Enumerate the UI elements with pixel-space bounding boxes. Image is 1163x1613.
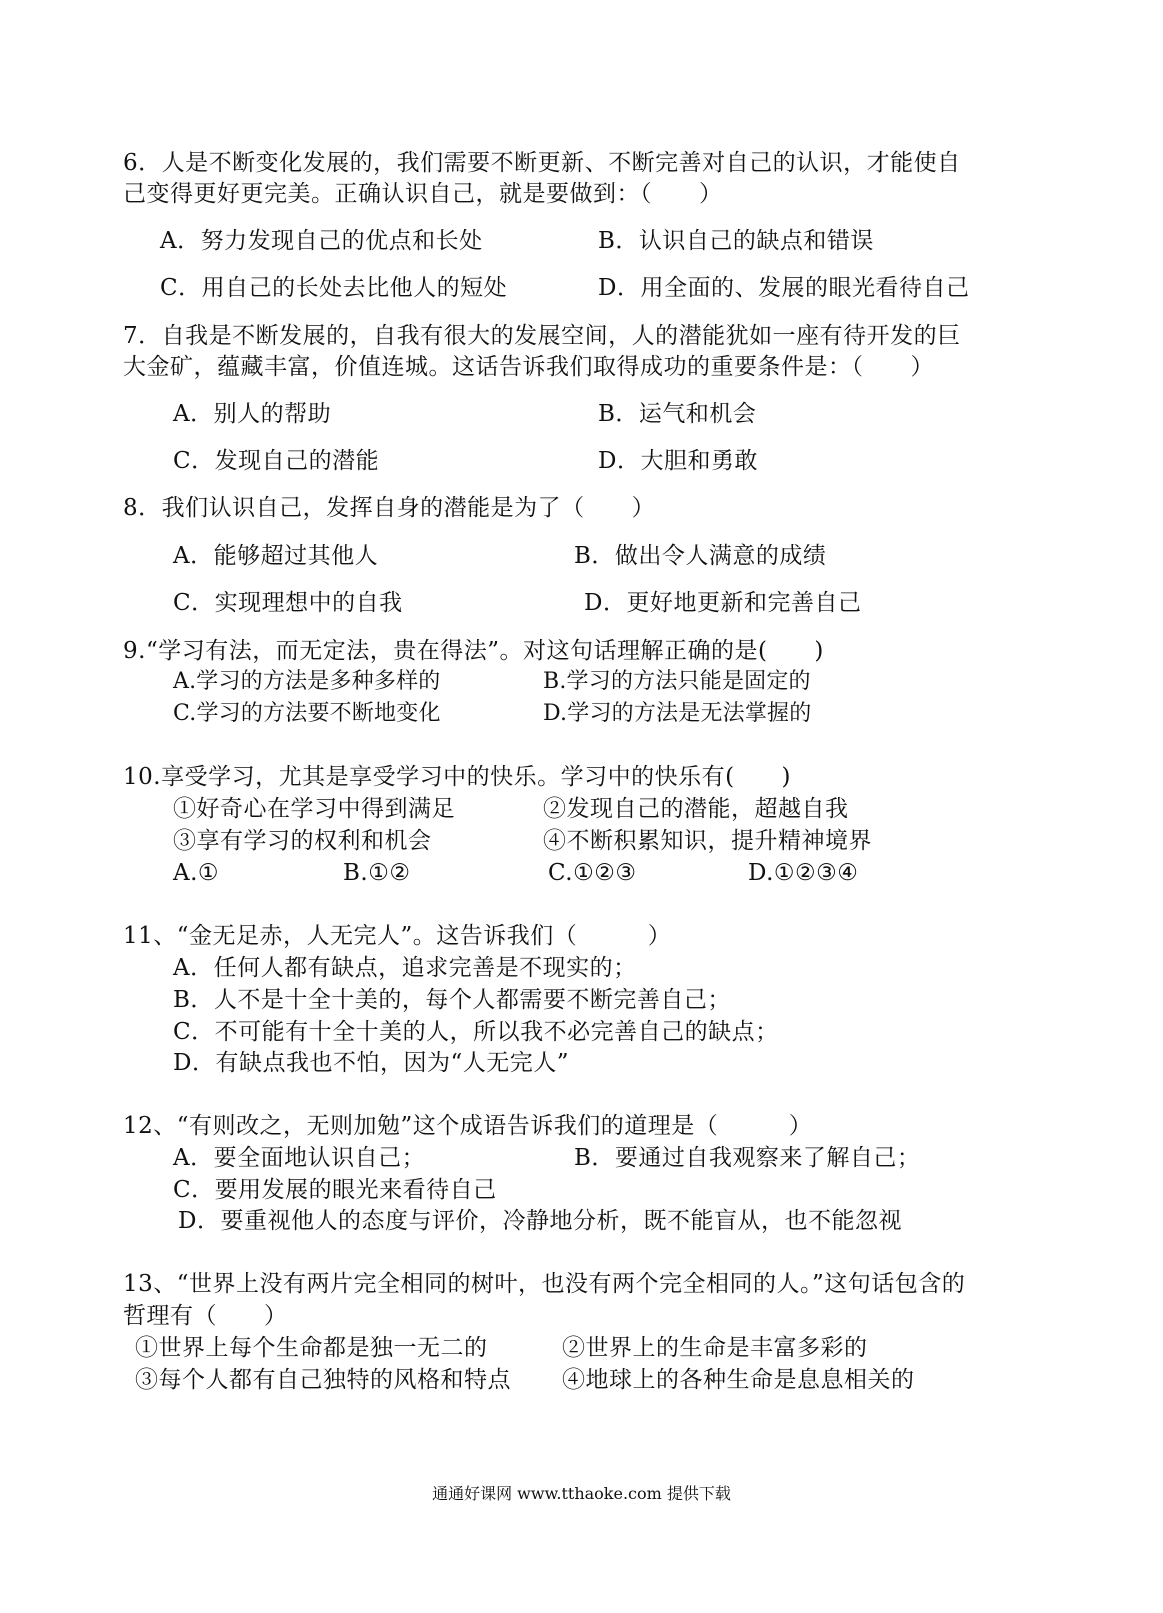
q7-stem-line-1: 7．自我是不断发展的，自我有很大的发展空间，人的潜能犹如一座有待开发的巨: [123, 323, 961, 349]
q8-stem: 8．我们认识自己，发挥自身的潜能是为了（ ）: [123, 495, 656, 521]
q7-option-c: C．发现自己的潜能: [173, 448, 380, 474]
q8-option-b: B．做出令人满意的成绩: [574, 543, 827, 569]
q10-item-1: ①好奇心在学习中得到满足: [173, 796, 455, 822]
q7-stem-line-2: 大金矿，蕴藏丰富，价值连城。这话告诉我们取得成功的重要条件是：（ ）: [123, 354, 934, 380]
q10-option-c: C.①②③: [548, 860, 637, 886]
q6-option-d: D．用全面的、发展的眼光看待自己: [598, 275, 970, 301]
q8-option-a: A．能够超过其他人: [173, 543, 379, 569]
q7-option-b: B．运气和机会: [598, 401, 757, 427]
q7-option-a: A．别人的帮助: [173, 401, 332, 427]
q11-option-c: C．不可能有十全十美的人，所以我不必完善自己的缺点；: [173, 1019, 779, 1045]
q6-option-c: C．用自己的长处去比他人的短处: [160, 275, 508, 301]
q7-option-d: D．大胆和勇敢: [598, 448, 758, 474]
q6-stem-line-1: 6．人是不断变化发展的，我们需要不断更新、不断完善对自己的认识，才能使自: [123, 150, 961, 176]
q11-option-a: A．任何人都有缺点，追求完善是不现实的；: [173, 955, 637, 981]
q12-option-c: C．要用发展的眼光来看待自己: [173, 1177, 497, 1203]
q11-option-b: B．人不是十全十美的，每个人都需要不断完善自己；: [173, 987, 731, 1013]
q10-item-4: ④不断积累知识，提升精神境界: [543, 828, 872, 854]
q13-item-4: ④地球上的各种生命是息息相关的: [562, 1367, 915, 1393]
q10-stem: 10.享受学习，尤其是享受学习中的快乐。学习中的快乐有( ): [123, 764, 792, 790]
q12-option-a: A．要全面地认识自己；: [173, 1145, 426, 1171]
q13-stem-line-1: 13、“世界上没有两片完全相同的树叶，也没有两个完全相同的人。”这句话包含的: [123, 1271, 966, 1297]
q9-option-d: D.学习的方法是无法掌握的: [543, 701, 812, 726]
q6-stem-line-2: 己变得更好更完美。正确认识自己，就是要做到：（ ）: [123, 181, 723, 207]
q10-item-2: ②发现自己的潜能，超越自我: [543, 796, 849, 822]
q10-option-b: B.①②: [343, 860, 411, 886]
q13-item-2: ②世界上的生命是丰富多彩的: [562, 1335, 868, 1361]
q8-option-d: D．更好地更新和完善自己: [584, 590, 862, 616]
q10-option-a: A.①: [173, 860, 220, 886]
q9-option-c: C.学习的方法要不断地变化: [173, 701, 441, 726]
q9-stem: 9.“学习有法，而无定法，贵在得法”。对这句话理解正确的是( ): [123, 638, 824, 664]
q13-item-3: ③每个人都有自己独特的风格和特点: [135, 1367, 511, 1393]
q6-option-b: B．认识自己的缺点和错误: [598, 228, 874, 254]
q8-option-c: C．实现理想中的自我: [173, 590, 403, 616]
q12-option-b: B．要通过自我观察来了解自己；: [574, 1145, 921, 1171]
q12-option-d: D．要重视他人的态度与评价，冷静地分析，既不能盲从，也不能忽视: [178, 1208, 902, 1234]
q10-option-d: D.①②③④: [748, 860, 859, 886]
q10-item-3: ③享有学习的权利和机会: [173, 828, 432, 854]
q12-stem: 12、“有则改之，无则加勉”这个成语告诉我们的道理是（ ）: [123, 1113, 813, 1139]
q6-option-a: A．努力发现自己的优点和长处: [160, 228, 483, 254]
q9-option-a: A.学习的方法是多种多样的: [173, 669, 441, 694]
q13-stem-line-2: 哲理有（ ）: [123, 1303, 288, 1329]
footer-download-notice: 通通好课网 www.tthaoke.com 提供下载: [432, 1484, 731, 1503]
q11-stem: 11、“金无足赤，人无完人”。这告诉我们（ ）: [123, 923, 672, 949]
q9-option-b: B.学习的方法只能是固定的: [543, 669, 811, 694]
q11-option-d: D．有缺点我也不怕，因为“人无完人”: [173, 1050, 569, 1076]
q13-item-1: ①世界上每个生命都是独一无二的: [135, 1335, 488, 1361]
